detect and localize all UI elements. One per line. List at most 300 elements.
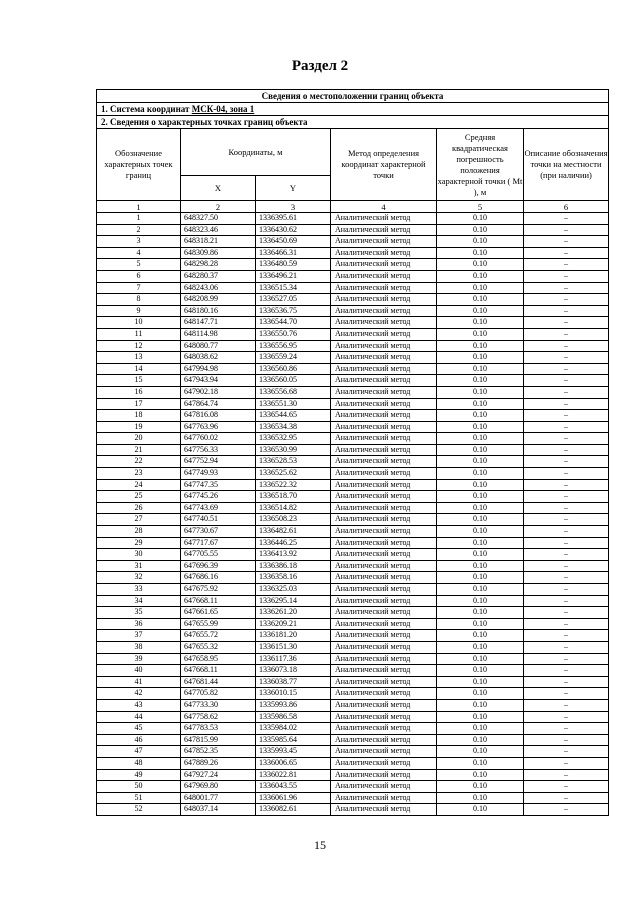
description-cell: –	[524, 386, 609, 398]
x-cell: 648327.50	[181, 213, 256, 225]
description-cell: –	[524, 699, 609, 711]
point-id-cell: 16	[97, 386, 181, 398]
x-cell: 647756.33	[181, 444, 256, 456]
point-id-cell: 49	[97, 769, 181, 781]
accuracy-cell: 0.10	[437, 502, 524, 514]
x-cell: 647655.72	[181, 630, 256, 642]
y-cell: 1336325.03	[256, 584, 331, 596]
column-number: 1	[97, 201, 181, 213]
table-row	[97, 491, 609, 503]
table-row	[97, 386, 609, 398]
y-cell: 1336536.75	[256, 305, 331, 317]
description-cell: –	[524, 688, 609, 700]
accuracy-cell: 0.10	[437, 386, 524, 398]
accuracy-cell: 0.10	[437, 294, 524, 306]
description-cell: –	[524, 723, 609, 735]
table-row	[97, 781, 609, 793]
y-cell: 1336518.70	[256, 491, 331, 503]
description-cell: –	[524, 328, 609, 340]
table-row	[97, 560, 609, 572]
method-cell: Аналитический метод	[331, 270, 437, 282]
y-cell: 1336006.65	[256, 757, 331, 769]
point-id-cell: 28	[97, 526, 181, 538]
y-cell: 1335993.86	[256, 699, 331, 711]
method-cell: Аналитический метод	[331, 688, 437, 700]
table-row	[97, 363, 609, 375]
y-cell: 1336508.23	[256, 514, 331, 526]
x-cell: 647749.93	[181, 468, 256, 480]
point-id-cell: 11	[97, 328, 181, 340]
description-cell: –	[524, 630, 609, 642]
x-cell: 647655.32	[181, 641, 256, 653]
method-cell: Аналитический метод	[331, 444, 437, 456]
accuracy-cell: 0.10	[437, 282, 524, 294]
accuracy-cell: 0.10	[437, 317, 524, 329]
x-cell: 647763.96	[181, 421, 256, 433]
accuracy-cell: 0.10	[437, 270, 524, 282]
table-row	[97, 584, 609, 596]
description-cell: –	[524, 282, 609, 294]
description-cell: –	[524, 317, 609, 329]
x-cell: 647655.99	[181, 618, 256, 630]
description-cell: –	[524, 247, 609, 259]
page-number: 15	[314, 838, 326, 852]
point-id-cell: 14	[97, 363, 181, 375]
description-cell: –	[524, 792, 609, 804]
description-cell: –	[524, 676, 609, 688]
x-cell: 647902.18	[181, 386, 256, 398]
table-row	[97, 468, 609, 480]
accuracy-cell: 0.10	[437, 665, 524, 677]
table-row	[97, 514, 609, 526]
method-cell: Аналитический метод	[331, 421, 437, 433]
y-cell: 1336295.14	[256, 595, 331, 607]
accuracy-cell: 0.10	[437, 479, 524, 491]
y-cell: 1336544.70	[256, 317, 331, 329]
point-id-cell: 24	[97, 479, 181, 491]
point-id-cell: 39	[97, 653, 181, 665]
table-row	[97, 792, 609, 804]
method-cell: Аналитический метод	[331, 792, 437, 804]
method-cell: Аналитический метод	[331, 502, 437, 514]
method-cell: Аналитический метод	[331, 618, 437, 630]
accuracy-cell: 0.10	[437, 723, 524, 735]
table-row	[97, 630, 609, 642]
method-cell: Аналитический метод	[331, 641, 437, 653]
coordinate-system-value: МСК-04, зона 1	[191, 104, 255, 114]
table-row	[97, 456, 609, 468]
x-cell: 647745.26	[181, 491, 256, 503]
x-cell: 647864.74	[181, 398, 256, 410]
column-number-row	[97, 201, 609, 213]
x-cell: 647717.67	[181, 537, 256, 549]
point-id-cell: 50	[97, 781, 181, 793]
y-cell: 1336358.16	[256, 572, 331, 584]
x-cell: 647758.62	[181, 711, 256, 723]
x-cell: 647815.99	[181, 734, 256, 746]
table-row	[97, 526, 609, 538]
y-cell: 1336038.77	[256, 676, 331, 688]
accuracy-cell: 0.10	[437, 328, 524, 340]
table-row	[97, 282, 609, 294]
method-cell: Аналитический метод	[331, 213, 437, 225]
table-row	[97, 769, 609, 781]
accuracy-cell: 0.10	[437, 549, 524, 561]
accuracy-cell: 0.10	[437, 769, 524, 781]
y-cell: 1336466.31	[256, 247, 331, 259]
description-cell: –	[524, 560, 609, 572]
table-row	[97, 699, 609, 711]
y-cell: 1335984.02	[256, 723, 331, 735]
x-cell: 647681.44	[181, 676, 256, 688]
point-id-cell: 37	[97, 630, 181, 642]
point-id-cell: 51	[97, 792, 181, 804]
method-cell: Аналитический метод	[331, 595, 437, 607]
x-cell: 647730.67	[181, 526, 256, 538]
method-cell: Аналитический метод	[331, 549, 437, 561]
accuracy-cell: 0.10	[437, 572, 524, 584]
y-cell: 1336482.61	[256, 526, 331, 538]
description-cell: –	[524, 363, 609, 375]
method-cell: Аналитический метод	[331, 386, 437, 398]
y-cell: 1336446.25	[256, 537, 331, 549]
point-id-cell: 26	[97, 502, 181, 514]
method-cell: Аналитический метод	[331, 236, 437, 248]
y-cell: 1336061.96	[256, 792, 331, 804]
y-cell: 1336514.82	[256, 502, 331, 514]
method-cell: Аналитический метод	[331, 247, 437, 259]
y-cell: 1336559.24	[256, 352, 331, 364]
accuracy-cell: 0.10	[437, 630, 524, 642]
table-row	[97, 549, 609, 561]
x-cell: 647696.39	[181, 560, 256, 572]
y-cell: 1336010.15	[256, 688, 331, 700]
point-id-cell: 8	[97, 294, 181, 306]
y-cell: 1336544.65	[256, 410, 331, 422]
description-cell: –	[524, 224, 609, 236]
point-id-cell: 3	[97, 236, 181, 248]
y-cell: 1336082.61	[256, 804, 331, 816]
point-id-cell: 44	[97, 711, 181, 723]
column-number: 4	[331, 201, 437, 213]
x-cell: 647668.11	[181, 595, 256, 607]
x-cell: 648280.37	[181, 270, 256, 282]
method-cell: Аналитический метод	[331, 584, 437, 596]
x-cell: 647889.26	[181, 757, 256, 769]
table-row	[97, 433, 609, 445]
accuracy-cell: 0.10	[437, 375, 524, 387]
point-id-cell: 6	[97, 270, 181, 282]
y-cell: 1335985.64	[256, 734, 331, 746]
method-cell: Аналитический метод	[331, 328, 437, 340]
description-cell: –	[524, 572, 609, 584]
header-accuracy: Средняя квадратическая погрешность положения характерной точки ( Mt ), м	[437, 129, 524, 201]
y-cell: 1336525.62	[256, 468, 331, 480]
table-row	[97, 537, 609, 549]
y-cell: 1336386.18	[256, 560, 331, 572]
table-row	[97, 734, 609, 746]
x-cell: 647969.80	[181, 781, 256, 793]
description-cell: –	[524, 781, 609, 793]
y-cell: 1336556.95	[256, 340, 331, 352]
x-cell: 648243.06	[181, 282, 256, 294]
point-id-cell: 20	[97, 433, 181, 445]
accuracy-cell: 0.10	[437, 433, 524, 445]
x-cell: 647943.94	[181, 375, 256, 387]
method-cell: Аналитический метод	[331, 711, 437, 723]
accuracy-cell: 0.10	[437, 595, 524, 607]
point-id-cell: 9	[97, 305, 181, 317]
table-row	[97, 213, 609, 225]
header-y: Y	[256, 176, 331, 201]
x-cell: 647994.98	[181, 363, 256, 375]
y-cell: 1336560.86	[256, 363, 331, 375]
point-id-cell: 7	[97, 282, 181, 294]
description-cell: –	[524, 213, 609, 225]
description-cell: –	[524, 456, 609, 468]
column-number: 3	[256, 201, 331, 213]
description-cell: –	[524, 444, 609, 456]
method-cell: Аналитический метод	[331, 305, 437, 317]
point-id-cell: 45	[97, 723, 181, 735]
point-id-cell: 36	[97, 618, 181, 630]
point-id-cell: 25	[97, 491, 181, 503]
description-cell: –	[524, 607, 609, 619]
description-cell: –	[524, 618, 609, 630]
x-cell: 647705.55	[181, 549, 256, 561]
point-id-cell: 17	[97, 398, 181, 410]
x-cell: 647747.35	[181, 479, 256, 491]
accuracy-cell: 0.10	[437, 792, 524, 804]
table-row	[97, 305, 609, 317]
description-cell: –	[524, 549, 609, 561]
accuracy-cell: 0.10	[437, 468, 524, 480]
y-cell: 1336151.30	[256, 641, 331, 653]
method-cell: Аналитический метод	[331, 781, 437, 793]
point-id-cell: 41	[97, 676, 181, 688]
accuracy-cell: 0.10	[437, 456, 524, 468]
table-row	[97, 665, 609, 677]
description-cell: –	[524, 340, 609, 352]
method-cell: Аналитический метод	[331, 607, 437, 619]
point-id-cell: 29	[97, 537, 181, 549]
x-cell: 647668.11	[181, 665, 256, 677]
table-row	[97, 711, 609, 723]
accuracy-cell: 0.10	[437, 224, 524, 236]
x-cell: 647816.08	[181, 410, 256, 422]
table-row	[97, 236, 609, 248]
y-cell: 1336181.20	[256, 630, 331, 642]
y-cell: 1336043.55	[256, 781, 331, 793]
description-cell: –	[524, 595, 609, 607]
coordinate-system-label: 1. Система координат	[101, 104, 190, 114]
description-cell: –	[524, 398, 609, 410]
table-row	[97, 653, 609, 665]
point-id-cell: 27	[97, 514, 181, 526]
method-cell: Аналитический метод	[331, 746, 437, 758]
x-cell: 647675.92	[181, 584, 256, 596]
method-cell: Аналитический метод	[331, 723, 437, 735]
table-row	[97, 723, 609, 735]
point-id-cell: 34	[97, 595, 181, 607]
accuracy-cell: 0.10	[437, 410, 524, 422]
point-id-cell: 52	[97, 804, 181, 816]
table-row	[97, 618, 609, 630]
point-id-cell: 42	[97, 688, 181, 700]
point-id-cell: 30	[97, 549, 181, 561]
y-cell: 1336527.05	[256, 294, 331, 306]
y-cell: 1336528.53	[256, 456, 331, 468]
point-id-cell: 19	[97, 421, 181, 433]
table-row	[97, 294, 609, 306]
description-cell: –	[524, 711, 609, 723]
method-cell: Аналитический метод	[331, 282, 437, 294]
method-cell: Аналитический метод	[331, 491, 437, 503]
method-cell: Аналитический метод	[331, 665, 437, 677]
point-id-cell: 5	[97, 259, 181, 271]
y-cell: 1336117.36	[256, 653, 331, 665]
header-description: Описание обозначения точки на местности (при наличии)	[524, 129, 609, 201]
point-id-cell: 12	[97, 340, 181, 352]
accuracy-cell: 0.10	[437, 305, 524, 317]
y-cell: 1336430.62	[256, 224, 331, 236]
y-cell: 1336261.20	[256, 607, 331, 619]
x-cell: 647743.69	[181, 502, 256, 514]
accuracy-cell: 0.10	[437, 421, 524, 433]
method-cell: Аналитический метод	[331, 537, 437, 549]
description-cell: –	[524, 421, 609, 433]
method-cell: Аналитический метод	[331, 375, 437, 387]
method-cell: Аналитический метод	[331, 514, 437, 526]
y-cell: 1336550.76	[256, 328, 331, 340]
table-row	[97, 641, 609, 653]
table-row	[97, 375, 609, 387]
description-cell: –	[524, 526, 609, 538]
x-cell: 648038.62	[181, 352, 256, 364]
description-cell: –	[524, 375, 609, 387]
description-cell: –	[524, 491, 609, 503]
method-cell: Аналитический метод	[331, 757, 437, 769]
table-row	[97, 502, 609, 514]
table-row	[97, 328, 609, 340]
table-row	[97, 317, 609, 329]
description-cell: –	[524, 479, 609, 491]
point-id-cell: 18	[97, 410, 181, 422]
x-cell: 648309.86	[181, 247, 256, 259]
description-cell: –	[524, 433, 609, 445]
table-row	[97, 479, 609, 491]
accuracy-cell: 0.10	[437, 560, 524, 572]
accuracy-cell: 0.10	[437, 607, 524, 619]
x-cell: 647927.24	[181, 769, 256, 781]
accuracy-cell: 0.10	[437, 734, 524, 746]
table-row	[97, 676, 609, 688]
table-row	[97, 398, 609, 410]
x-cell: 647733.30	[181, 699, 256, 711]
description-cell: –	[524, 537, 609, 549]
accuracy-cell: 0.10	[437, 537, 524, 549]
header-point: Обозначение характерных точек границ	[97, 129, 181, 201]
point-id-cell: 1	[97, 213, 181, 225]
table-row	[97, 595, 609, 607]
x-cell: 648180.16	[181, 305, 256, 317]
x-cell: 648208.99	[181, 294, 256, 306]
accuracy-cell: 0.10	[437, 526, 524, 538]
y-cell: 1336395.61	[256, 213, 331, 225]
method-cell: Аналитический метод	[331, 560, 437, 572]
x-cell: 647783.53	[181, 723, 256, 735]
y-cell: 1336496.21	[256, 270, 331, 282]
table-row	[97, 688, 609, 700]
method-cell: Аналитический метод	[331, 352, 437, 364]
table-row	[97, 410, 609, 422]
description-cell: –	[524, 769, 609, 781]
table-row	[97, 340, 609, 352]
y-cell: 1336073.18	[256, 665, 331, 677]
method-cell: Аналитический метод	[331, 676, 437, 688]
y-cell: 1336209.21	[256, 618, 331, 630]
column-number: 5	[437, 201, 524, 213]
point-id-cell: 40	[97, 665, 181, 677]
boundary-table	[96, 89, 609, 816]
y-cell: 1336530.99	[256, 444, 331, 456]
accuracy-cell: 0.10	[437, 363, 524, 375]
description-cell: –	[524, 804, 609, 816]
y-cell: 1335986.58	[256, 711, 331, 723]
y-cell: 1336532.95	[256, 433, 331, 445]
y-cell: 1336560.05	[256, 375, 331, 387]
method-cell: Аналитический метод	[331, 734, 437, 746]
description-cell: –	[524, 734, 609, 746]
accuracy-cell: 0.10	[437, 236, 524, 248]
y-cell: 1336556.68	[256, 386, 331, 398]
header-coords: Координаты, м	[181, 129, 331, 176]
y-cell: 1336480.59	[256, 259, 331, 271]
point-id-cell: 43	[97, 699, 181, 711]
description-cell: –	[524, 665, 609, 677]
table-row	[97, 607, 609, 619]
description-cell: –	[524, 270, 609, 282]
accuracy-cell: 0.10	[437, 653, 524, 665]
x-cell: 648318.21	[181, 236, 256, 248]
table-title: Сведения о местоположении границ объекта	[97, 90, 609, 103]
accuracy-cell: 0.10	[437, 514, 524, 526]
method-cell: Аналитический метод	[331, 479, 437, 491]
method-cell: Аналитический метод	[331, 398, 437, 410]
method-cell: Аналитический метод	[331, 468, 437, 480]
accuracy-cell: 0.10	[437, 781, 524, 793]
table-row	[97, 270, 609, 282]
x-cell: 648080.77	[181, 340, 256, 352]
section-title: Раздел 2	[291, 58, 349, 74]
description-cell: –	[524, 410, 609, 422]
x-cell: 647760.02	[181, 433, 256, 445]
description-cell: –	[524, 584, 609, 596]
y-cell: 1335993.45	[256, 746, 331, 758]
x-cell: 647752.94	[181, 456, 256, 468]
method-cell: Аналитический метод	[331, 317, 437, 329]
x-cell: 648298.28	[181, 259, 256, 271]
table-row	[97, 247, 609, 259]
description-cell: –	[524, 468, 609, 480]
point-id-cell: 4	[97, 247, 181, 259]
description-cell: –	[524, 502, 609, 514]
method-cell: Аналитический метод	[331, 572, 437, 584]
description-cell: –	[524, 236, 609, 248]
method-cell: Аналитический метод	[331, 653, 437, 665]
table-row	[97, 224, 609, 236]
accuracy-cell: 0.10	[437, 491, 524, 503]
